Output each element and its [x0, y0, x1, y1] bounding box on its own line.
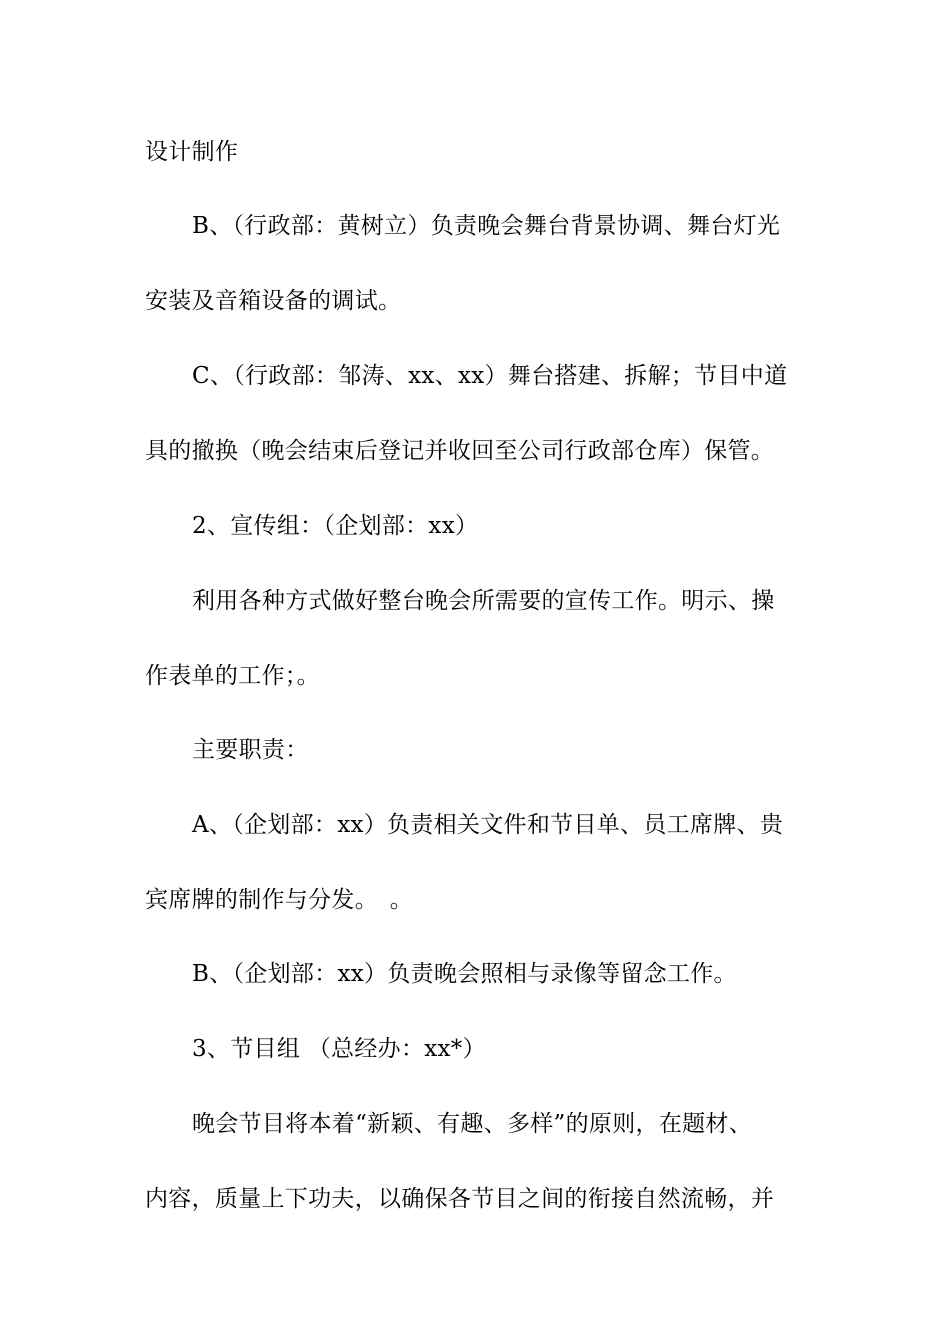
text-line: 具的撤换（晚会结束后登记并收回至公司行政部仓库）保管。	[145, 438, 775, 464]
text-line: 作表单的工作；。	[145, 663, 320, 689]
text-line: 内容，质量上下功夫，以确保各节目之间的衔接自然流畅，并	[145, 1186, 775, 1212]
text-line: B、（行政部：黄树立）负责晚会舞台背景协调、舞台灯光	[192, 213, 781, 239]
text-line: 晚会节目将本着“新颖、有趣、多样”的原则，在题材、	[192, 1111, 753, 1137]
section-heading: 2、宣传组：（企划部：xx）	[192, 513, 479, 539]
text-line: A、（企划部：xx）负责相关文件和节目单、员工席牌、贵	[192, 812, 784, 838]
text-line: 安装及音箱设备的调试。	[145, 288, 402, 314]
text-line: B、（企划部：xx）负责晚会照相与录像等留念工作。	[192, 961, 737, 987]
subheading: 主要职责：	[192, 737, 309, 763]
text-line: C、（行政部：邹涛、xx、xx）舞台搭建、拆解；节目中道	[192, 363, 788, 389]
text-line: 宾席牌的制作与分发。 。	[145, 887, 414, 913]
section-heading: 3、节目组 （总经办：xx*）	[192, 1036, 486, 1062]
text-line: 设计制作	[145, 139, 239, 165]
text-line: 利用各种方式做好整台晚会所需要的宣传工作。明示、操	[192, 588, 775, 614]
